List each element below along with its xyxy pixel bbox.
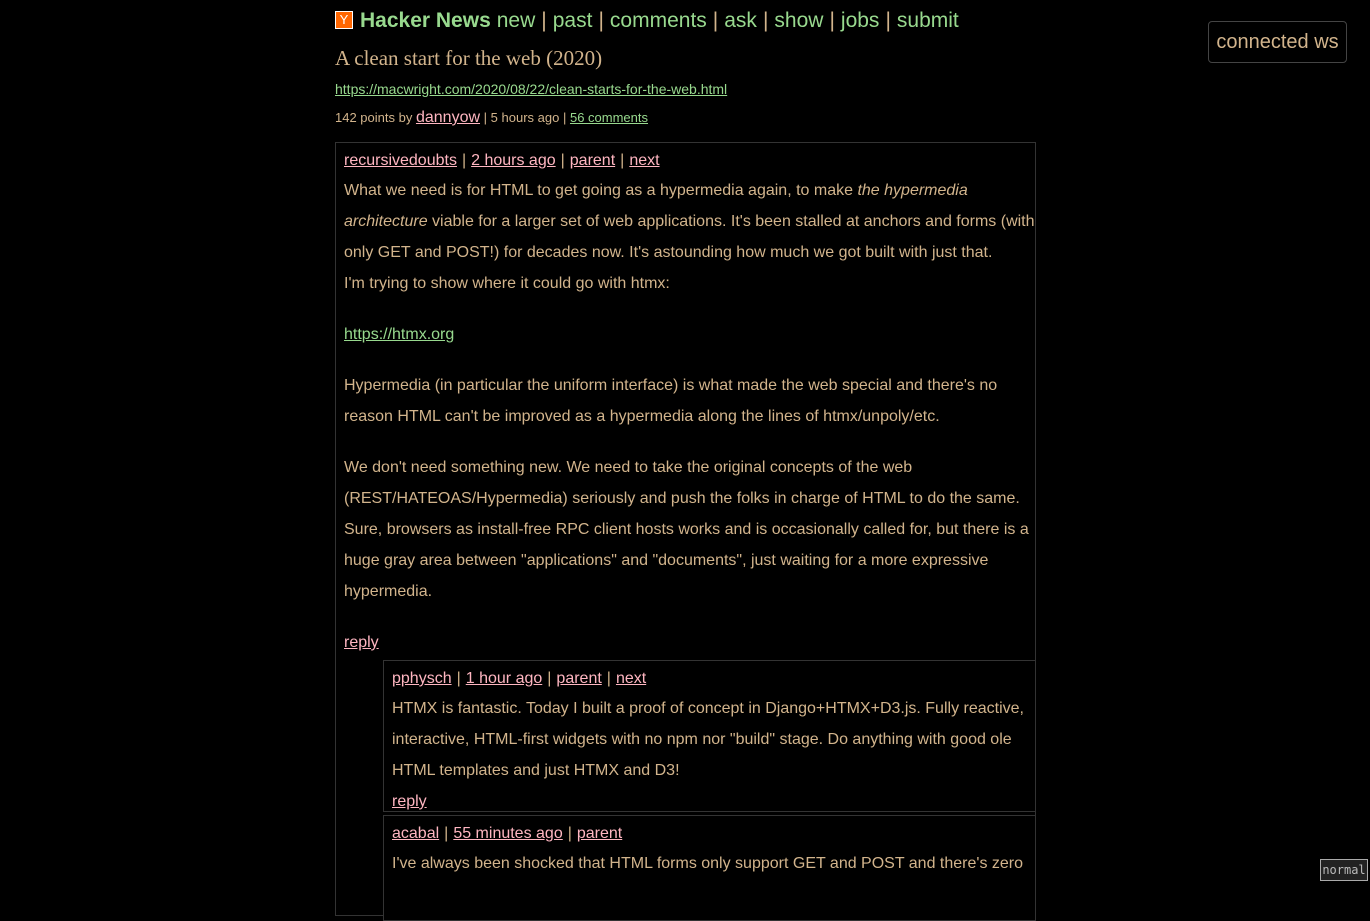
comment-next-link[interactable]: next (629, 152, 660, 169)
comment-paragraph: HTMX is fantastic. Today I built a proof of concept in Django+HTMX+D3.js. Fully reactive, interactive, HTML-first widgets with no npm nor "build" stage. Do anything with good ole HTML templates and just HTMX and D3! (392, 700, 1024, 779)
comment-author-link[interactable]: pphysch (392, 670, 452, 687)
nav-past[interactable]: past (552, 9, 593, 32)
story-author-link[interactable]: dannyow (415, 109, 481, 126)
mode-indicator: normal (1320, 859, 1368, 881)
comment-age-link[interactable]: 55 minutes ago (453, 825, 563, 842)
comment-paragraph: Hypermedia (in particular the uniform interface) is what made the web special and there's no reason HTML can't be improved as a hypermedia along the lines of htmx/unpoly/etc. (344, 377, 998, 425)
nav-separator: | (762, 9, 769, 32)
comment-age-link[interactable]: 1 hour ago (465, 670, 543, 687)
hn-logo-icon[interactable]: Y (335, 11, 353, 29)
nav-show[interactable]: show (774, 9, 824, 32)
story-points: 142 points by (335, 110, 413, 125)
top-nav (335, 0, 1035, 42)
comment-child (383, 660, 1036, 812)
story-meta (335, 109, 1035, 131)
comment-author-link[interactable]: recursivedoubts (344, 152, 457, 169)
comment-header (344, 147, 1035, 175)
nav-separator: | (541, 9, 547, 32)
nav-separator: | (712, 9, 719, 32)
comment-separator: | (456, 670, 461, 687)
site-name[interactable]: Hacker News (360, 9, 491, 32)
connection-status-badge: connected ws (1208, 21, 1347, 63)
story-url-link[interactable]: https://macwright.com/2020/08/22/clean-starts-for-the-web.html (335, 81, 728, 97)
paragraph-gap (344, 350, 1035, 370)
reply-link[interactable]: reply (392, 793, 427, 810)
comment-paragraph: I'm trying to show where it could go with htmx: (344, 275, 670, 292)
reply-link[interactable]: reply (344, 634, 379, 651)
comment-parent-link[interactable]: parent (556, 670, 602, 687)
comment-age-link[interactable]: 2 hours ago (471, 152, 556, 169)
comment-separator: | (444, 825, 449, 842)
comment-header (392, 820, 1035, 848)
comment-text: viable for a larger set of web applications. It's been stalled at anchors and forms (with only GET and POST!) for decades now. It's astounding how much we got built with just that. (344, 213, 1035, 261)
comment-paragraph (344, 319, 1035, 350)
nav-separator: | (598, 9, 604, 32)
comment-separator: | (567, 825, 572, 842)
story-url-row (335, 81, 1035, 103)
comment-paragraph (344, 175, 1035, 268)
nav-new[interactable]: new (496, 9, 536, 32)
meta-separator: | (483, 110, 488, 125)
htmx-link[interactable]: https://htmx.org (344, 326, 455, 343)
comment-separator: | (560, 152, 565, 169)
nav-jobs[interactable]: jobs (840, 9, 880, 32)
comment-separator: | (620, 152, 625, 169)
nav-separator: | (885, 9, 891, 32)
story-title: A clean start for the web (2020) (335, 46, 603, 70)
meta-separator: | (562, 110, 567, 125)
story-comments-link[interactable]: 56 comments (569, 110, 649, 125)
comment-paragraph: We don't need something new. We need to take the original concepts of the web (REST/HATEOAS/Hypermedia) seriously and push the folks in charge of HTML to do the same. Sure, browsers as install-free RPC client hosts works and is occasionally called for, but there is a huge gray area between "applications" and "documents", just waiting for a more expressive hypermedia. (344, 459, 1029, 600)
comment-separator: | (547, 670, 552, 687)
comment-next-link[interactable]: next (615, 670, 647, 687)
comment-author-link[interactable]: acabal (392, 825, 440, 842)
comment-text: What we need is for HTML to get going as a hypermedia again, to make (344, 182, 858, 199)
comment-child (383, 815, 1036, 921)
nav-separator: | (829, 9, 835, 32)
paragraph-gap (344, 432, 1035, 452)
story-age: 5 hours ago (490, 110, 560, 125)
paragraph-gap (344, 299, 1035, 319)
comment-separator: | (606, 670, 611, 687)
comment-header (392, 665, 1035, 693)
paragraph-gap (344, 607, 1035, 627)
comment-thread-root (335, 142, 1036, 916)
comment-emphasis: the hypermedia architecture (344, 182, 968, 230)
nav-ask[interactable]: ask (724, 9, 757, 32)
nav-comments[interactable]: comments (609, 9, 707, 32)
page-content (335, 0, 1035, 872)
comment-paragraph: I've always been shocked that HTML forms only support GET and POST and there's zero (392, 855, 1024, 872)
comment-parent-link[interactable]: parent (576, 825, 623, 842)
comment-parent-link[interactable]: parent (569, 152, 616, 169)
comment-separator: | (461, 152, 467, 169)
nav-submit[interactable]: submit (896, 9, 959, 32)
